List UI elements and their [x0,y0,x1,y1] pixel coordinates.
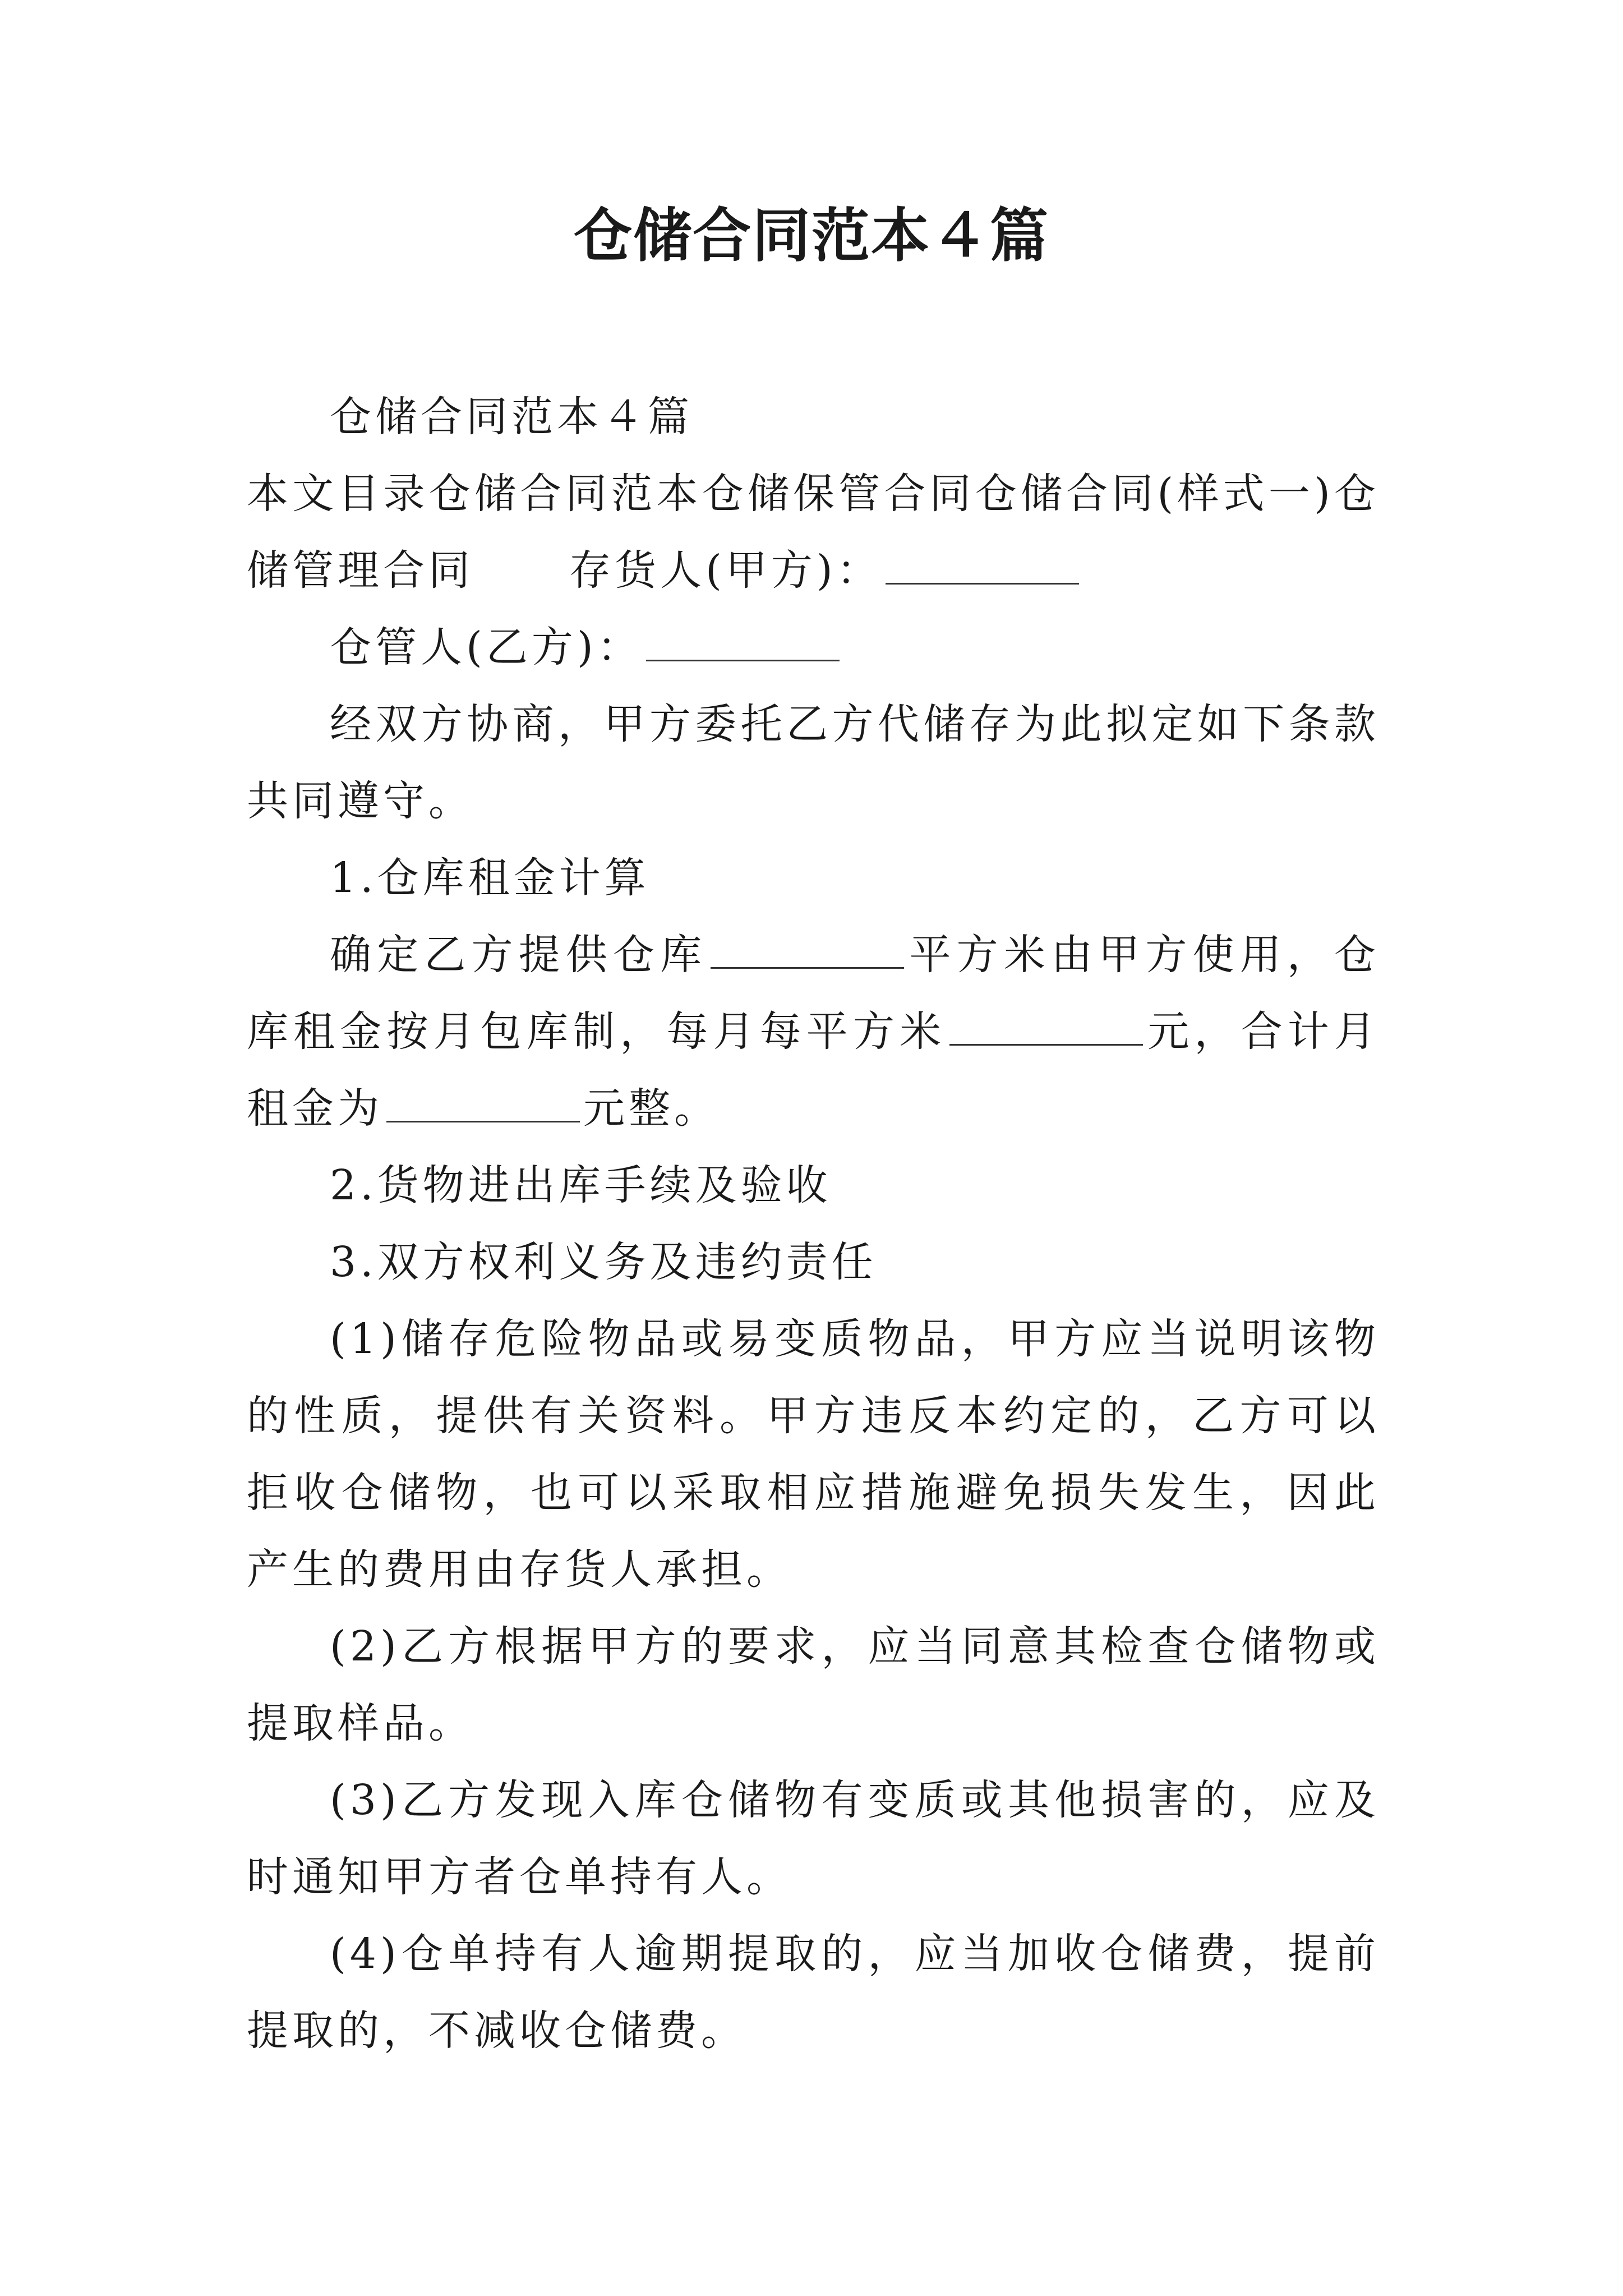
depositor-label: 存货人(甲方)： [569,546,882,595]
section-1-paragraph [247,917,1380,1147]
section-2-heading: 2.货物进出库手续及验收 [330,1161,832,1209]
toc-line-prefix: 管理合同 [292,546,474,595]
unit-price-blank [949,1002,1143,1046]
keeper-blank [646,618,840,661]
section-3-heading: 3.双方权利义务及违约责任 [330,1238,877,1286]
intro-paragraph: 经双方协商，甲方委托乙方代储存为此拟定如下条款共同遵守。 [247,700,1380,825]
clause-3-paragraph: (3)乙方发现入库仓储物有变质或其他损害的，应及时通知甲方者仓单持有人。 [247,1776,1380,1901]
toc-paragraph [247,455,1380,609]
section-1-text-c: 元，合计月租金为 [247,1007,1380,1133]
depositor-blank [886,541,1079,585]
keeper-paragraph [247,609,1380,686]
section-1-heading: 1.仓库租金计算 [330,854,650,902]
section-1-text-b: 平方米由甲方使用，仓库租金按月包库制，每月每平方米 [247,931,1380,1056]
keeper-label: 仓管人(乙方)： [330,623,643,671]
clause-1-paragraph: (1)储存危险物品或易变质物品，甲方应当说明该物的性质，提供有关资料。甲方违反本约定的，乙方可以拒收仓储物，也可以采取相应措施避免损失发生，因此产生的费用由存货人承担。 [247,1315,1380,1594]
section-1-text-d: 元整。 [583,1084,720,1133]
area-blank [711,926,904,969]
toc-line: 本文目录仓储合同范本仓储保管合同仓储合同(样式一)仓储 [247,470,1380,595]
document-body [247,379,1380,2069]
monthly-rent-blank [386,1079,580,1122]
clause-4-paragraph: (4)仓单持有人逾期提取的，应当加收仓储费，提前提取的，不减收仓储费。 [247,1930,1380,2055]
clause-2-paragraph: (2)乙方根据甲方的要求，应当同意其检查仓储物或提取样品。 [247,1622,1380,1747]
section-1-text-a: 确定乙方提供仓库 [330,931,708,979]
document-title: 仓储合同范本４篇 [573,201,1049,270]
subtitle-paragraph: 仓储合同范本４篇 [330,393,693,441]
